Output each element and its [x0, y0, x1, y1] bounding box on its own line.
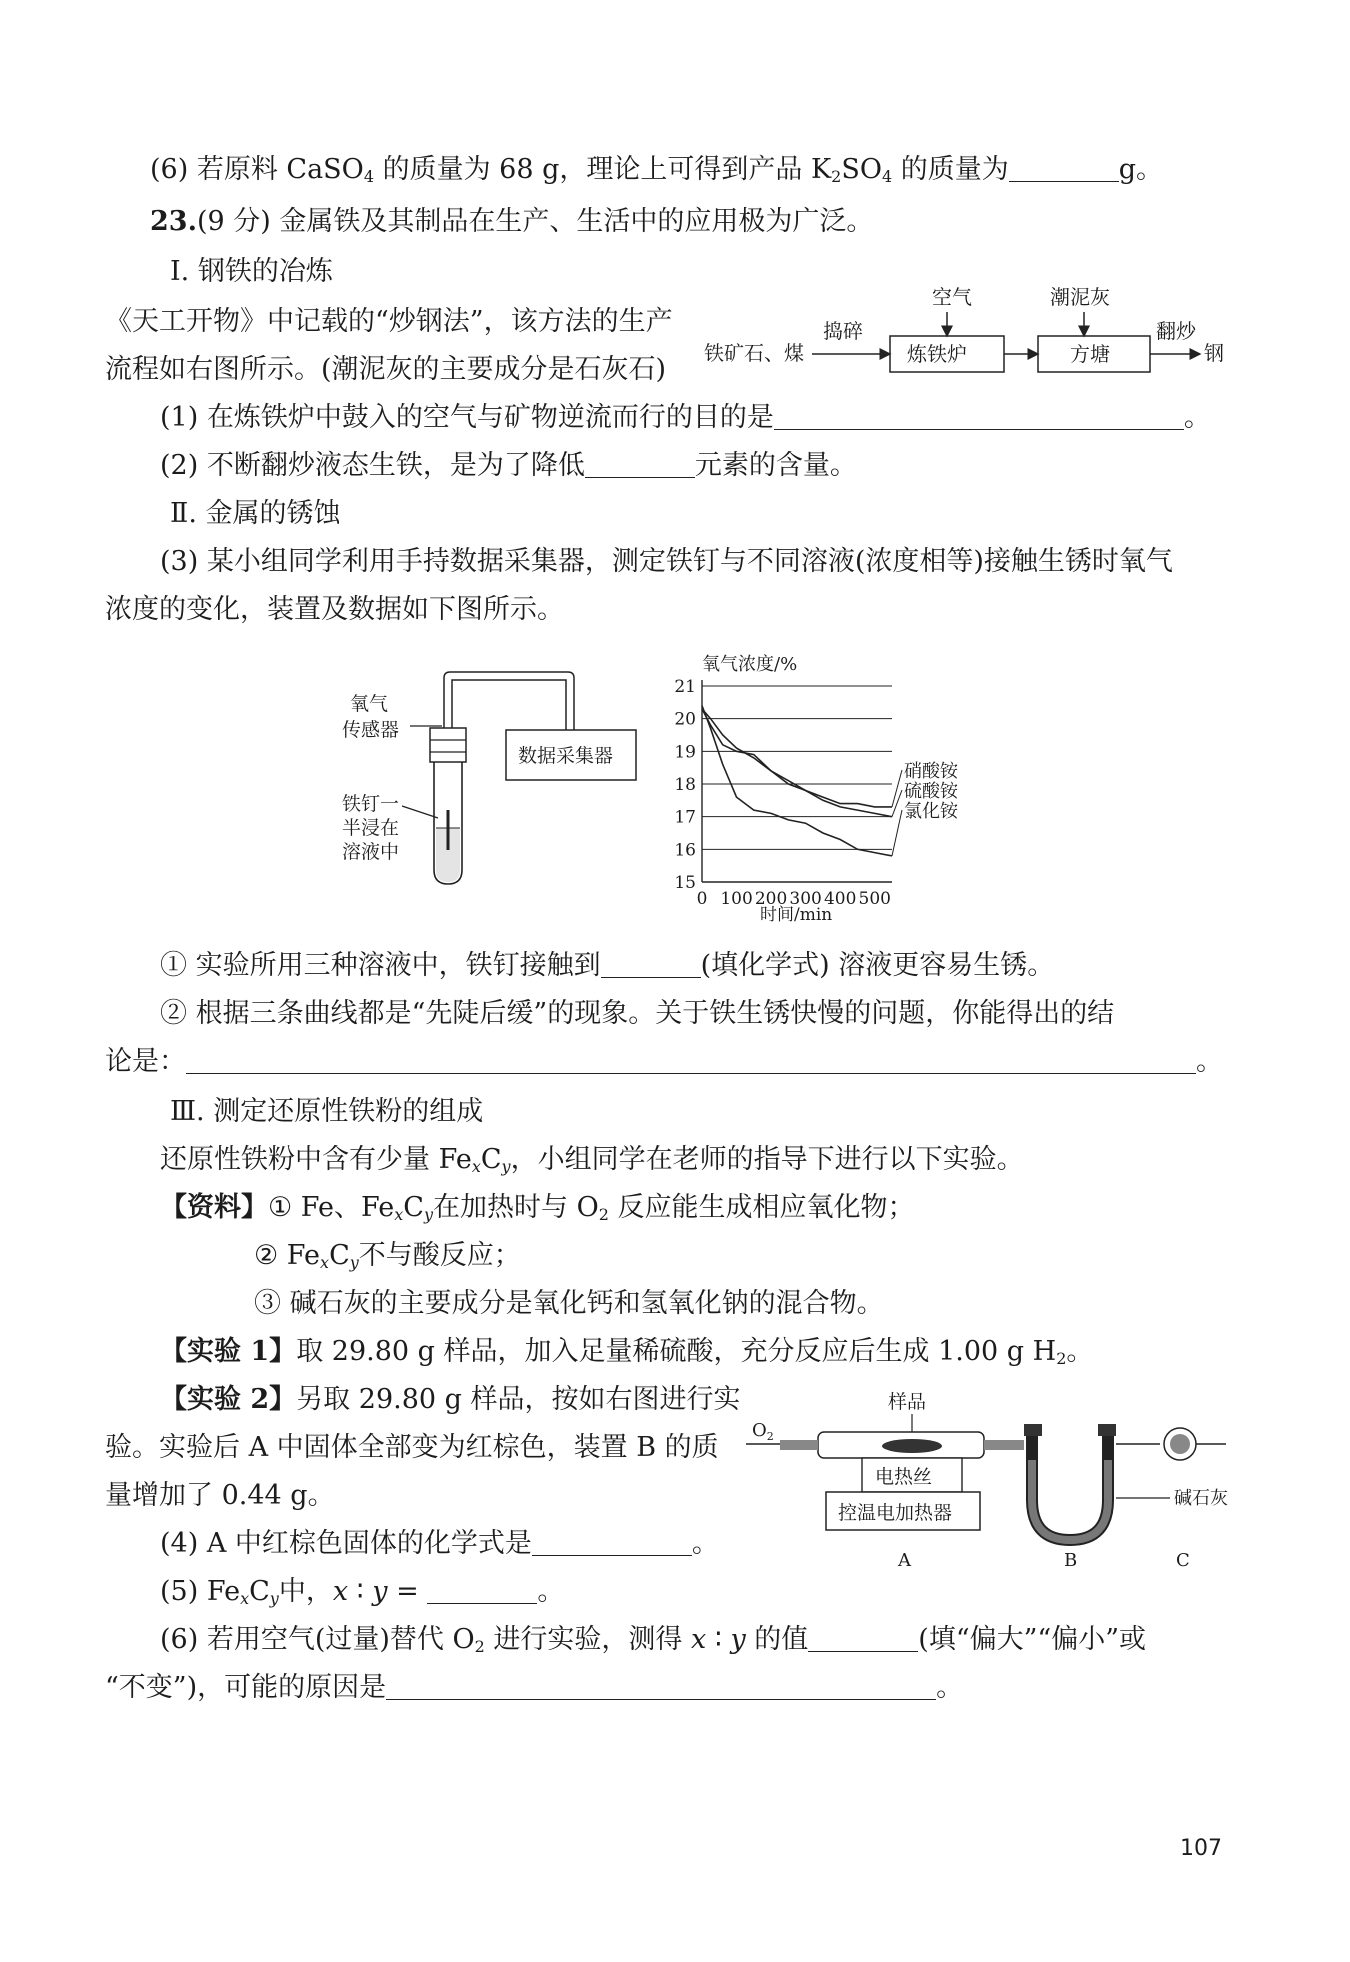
flow-air-label: 空气 — [932, 285, 972, 309]
flow-crush-label: 捣碎 — [823, 319, 863, 343]
ref-1: 【资料】① Fe、$Fe_xC_y$在加热时与 $O_2$ 反应能生成相应氧化物； — [160, 1192, 915, 1224]
series-label: 氯化铵 — [904, 801, 958, 822]
x-tick-label: 100 — [720, 889, 753, 909]
label-A: A — [898, 1550, 911, 1571]
y-tick-label: 16 — [674, 840, 696, 861]
series-label: 硝酸铵 — [904, 761, 958, 782]
exp2-line-2: 验。实验后 A 中固体全部变为红棕色，装置 B 的质 — [105, 1432, 719, 1463]
series-label: 硫酸铵 — [904, 781, 958, 802]
ref-2: ② $Fe_xC_y$不与酸反应； — [254, 1240, 521, 1272]
q3-line-2: 浓度的变化，装置及数据如下图所示。 — [105, 594, 564, 625]
q22-6-line: (6) 若原料 CaSO$_4$ 的质量为 68 g，理论上可得到产品 $K_2SO_4$ 的质量为 g。 — [150, 154, 1164, 186]
wire-label: 电热丝 — [875, 1466, 933, 1488]
q6-line-2: “不变”)，可能的原因是 。 — [105, 1672, 964, 1703]
flow-stir-label: 翻炒 — [1156, 319, 1196, 343]
data-collector-label: 数据采集器 — [518, 745, 614, 767]
answer-blank[interactable] — [774, 403, 1184, 430]
flow-furnace-label: 炼铁炉 — [907, 342, 967, 366]
chart-xlabel: 时间/min — [760, 905, 833, 925]
q1-line: (1) 在炼铁炉中鼓入的空气与矿物逆流而行的目的是 。 — [160, 402, 1211, 433]
o2-label: $O_2$ — [752, 1420, 774, 1443]
y-tick-label: 19 — [674, 742, 696, 763]
answer-blank[interactable] — [427, 1577, 537, 1604]
x-tick-label: 300 — [789, 889, 822, 909]
x-tick-label: 0 — [696, 889, 708, 909]
section-3-title: Ⅲ. 测定还原性铁粉的组成 — [170, 1096, 484, 1127]
answer-blank[interactable] — [585, 451, 695, 478]
series-line-2 — [702, 706, 892, 856]
q3-line-1: (3) 某小组同学利用手持数据采集器，测定铁钉与不同溶液(浓度相等)接触生锈时氧气 — [160, 546, 1173, 577]
y-tick-label: 21 — [674, 677, 696, 697]
answer-blank[interactable] — [601, 951, 701, 978]
label-B: B — [1064, 1550, 1078, 1571]
label-C: C — [1176, 1550, 1190, 1571]
y-tick-label: 15 — [674, 873, 696, 893]
answer-blank[interactable] — [808, 1625, 918, 1652]
intro-line-2: 流程如右图所示。(潮泥灰的主要成分是石灰石) — [105, 354, 667, 385]
y-tick-label: 18 — [674, 775, 696, 795]
y-tick-label: 20 — [674, 709, 696, 730]
legend-leader — [892, 790, 902, 817]
stopper — [430, 728, 466, 762]
x-tick-label: 500 — [858, 889, 891, 909]
u-tube — [1032, 1430, 1108, 1540]
x-tick-label: 200 — [754, 889, 788, 909]
c1-line: ① 实验所用三种溶液中，铁钉接触到 (填化学式) 溶液更容易生锈。 — [160, 950, 1055, 981]
answer-blank[interactable] — [1009, 155, 1119, 182]
answer-blank[interactable] — [532, 1529, 692, 1556]
q4-line: (4) A 中红棕色固体的化学式是 。 — [160, 1528, 719, 1559]
q5-line: (5) $Fe_xC_y$中，x ∶ y = 。 — [160, 1576, 565, 1608]
sample-label: 样品 — [888, 1391, 927, 1413]
y-tick-label: 17 — [674, 807, 696, 828]
flow-ore-label: 铁矿石、煤 — [704, 341, 804, 365]
ref-3: ③ 碱石灰的主要成分是氧化钙和氢氧化钠的混合物。 — [254, 1288, 884, 1319]
s3-line: 还原性铁粉中含有少量 $Fe_xC_y$，小组同学在老师的指导下进行以下实验。 — [160, 1144, 1024, 1176]
x-tick-label: 400 — [823, 889, 857, 909]
sensor-label-2: 传感器 — [342, 719, 400, 741]
answer-blank[interactable] — [386, 1673, 936, 1700]
exp2-line-1: 【实验 2】另取 29.80 g 样品，按如右图进行实 — [160, 1384, 741, 1415]
nail-label-1: 铁钉一 — [342, 793, 400, 815]
sensor-label-1: 氧气 — [350, 693, 389, 715]
intro-line-1: 《天工开物》中记载的“炒钢法”，该方法的生产 — [105, 306, 673, 337]
heater-label: 控温电加热器 — [838, 1502, 953, 1524]
flow-ash-label: 潮泥灰 — [1050, 285, 1110, 309]
nail-label-2: 半浸在 — [342, 817, 400, 839]
exp1-line: 【实验 1】取 29.80 g 样品，加入足量稀硫酸，充分反应后生成 1.00 g $H_2$。 — [160, 1336, 1094, 1368]
series-line-0 — [702, 709, 892, 807]
c2-line-1: ② 根据三条曲线都是“先陡后缓”的现象。关于铁生锈快慢的问题，你能得出的结 — [160, 998, 1115, 1029]
flow-pond-label: 方塘 — [1070, 342, 1110, 366]
nail-label-3: 溶液中 — [342, 841, 400, 863]
legend-leader — [892, 770, 902, 807]
chart-ylabel: 氧气浓度/% — [702, 654, 798, 675]
lime-label: 碱石灰 — [1174, 1488, 1228, 1509]
oxygen-concentration-chart — [660, 650, 1020, 930]
section-1-title: Ⅰ. 钢铁的冶炼 — [170, 256, 333, 287]
flow-steel-label: 钢 — [1204, 341, 1224, 365]
exp2-line-3: 量增加了 0.44 g。 — [105, 1480, 335, 1511]
section-2-title: Ⅱ. 金属的锈蚀 — [170, 498, 341, 529]
rust-apparatus-diagram — [330, 670, 660, 900]
page-number: 107 — [1180, 1836, 1222, 1861]
c2-line-2: 论是： 。 — [105, 1046, 1223, 1077]
steel-process-flow-diagram — [690, 280, 1250, 390]
q23-heading: 23.(9 分) 金属铁及其制品在生产、生活中的应用极为广泛。 — [150, 206, 874, 237]
q2-line: (2) 不断翻炒液态生铁，是为了降低 元素的含量。 — [160, 450, 857, 481]
series-line-1 — [702, 709, 892, 817]
legend-leader — [892, 810, 902, 856]
combustion-apparatus-diagram — [740, 1380, 1240, 1580]
q6-line-1: (6) 若用空气(过量)替代 $O_2$ 进行实验，测得 x ∶ y 的值 (填“偏大”“偏小”或 — [160, 1624, 1147, 1656]
answer-blank[interactable] — [186, 1047, 1196, 1074]
